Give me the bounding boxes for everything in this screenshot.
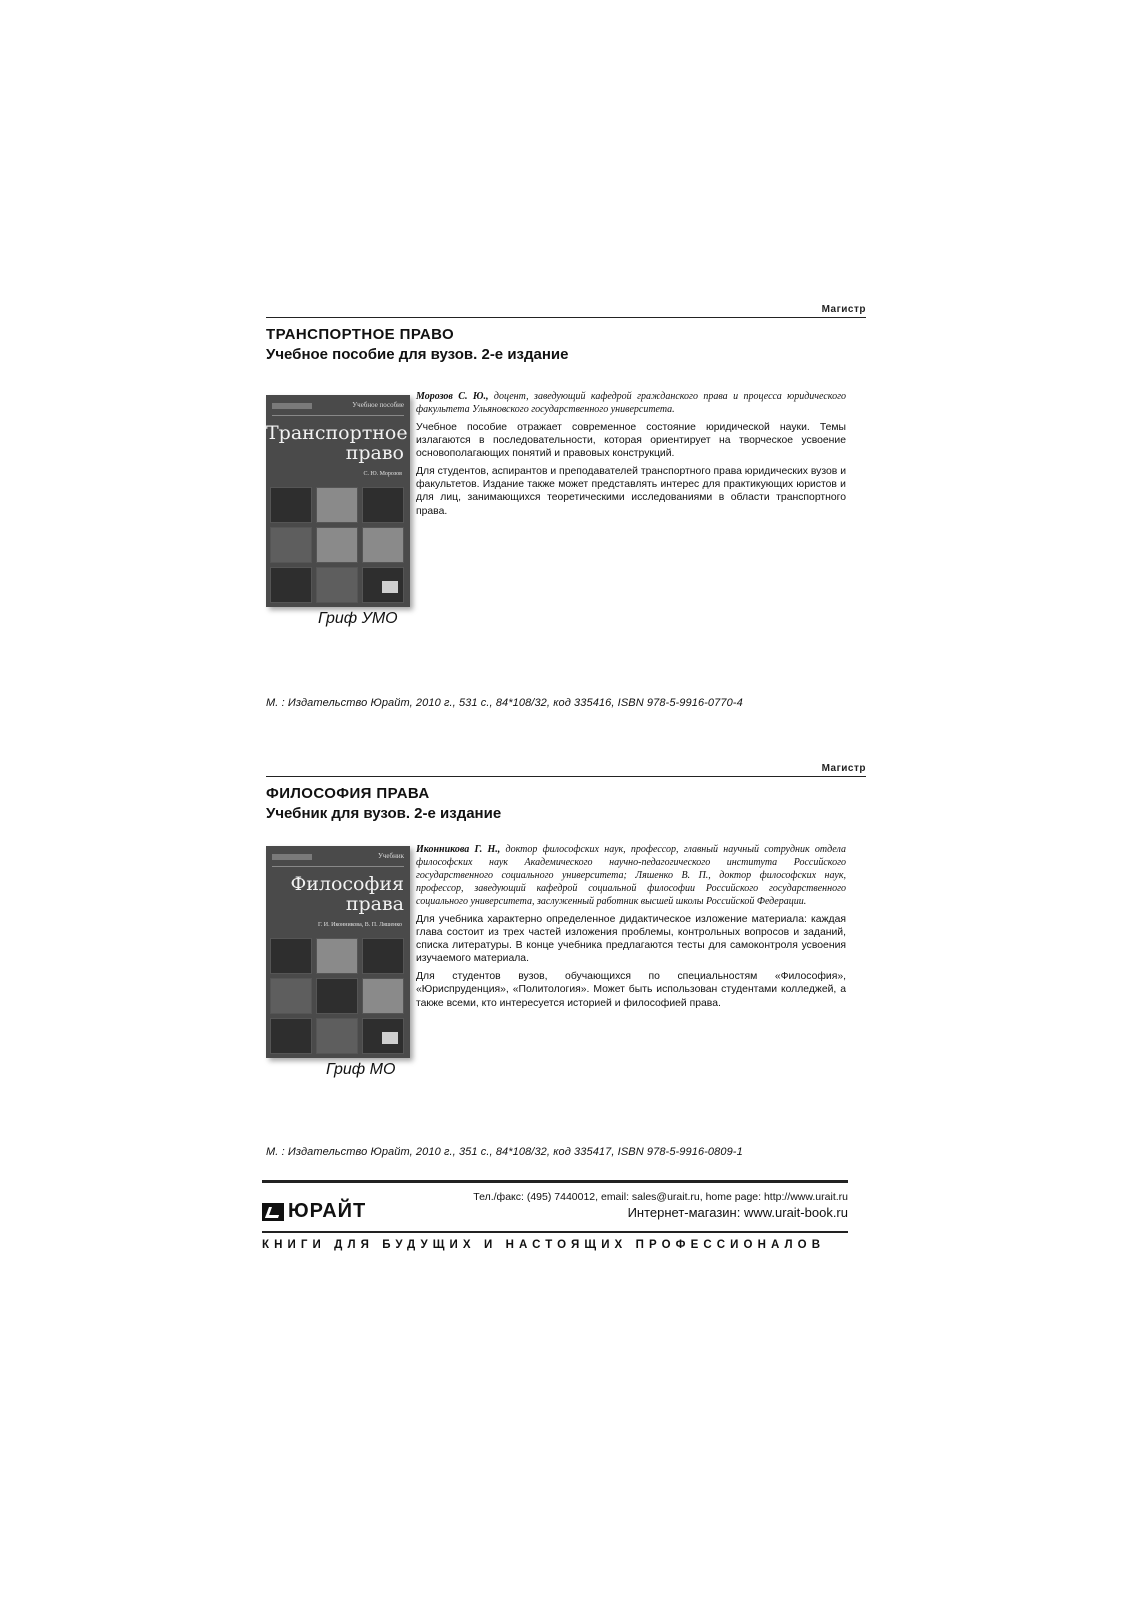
contact-line: Тел./факс: (495) 7440012, email: sales@urait.ru, home page: http://www.urait.ru <box>473 1191 848 1203</box>
book-authors <box>416 843 846 908</box>
cover-series-mark <box>272 403 312 409</box>
urait-logo-icon <box>262 1203 284 1221</box>
book-entry-philosophy-of-law <box>266 763 866 1158</box>
cover-top-bar <box>272 401 404 416</box>
author-info: доктор философских наук, профессор, главный научный сотрудник отдела философских наук Академического научно-педагогического института Российского государственного социального университета; Ляшенко В. П., доктор философских наук, профессор, заведующий кафедрой социальной философии Российского государственного социального университета, заслуженный работник высшей школы Российской Федерации. <box>416 844 846 907</box>
publisher-contacts <box>473 1189 848 1221</box>
book-cover-image <box>266 395 410 607</box>
cover-title: Транспортное право <box>266 422 408 464</box>
grif-label: Гриф УМО <box>318 610 398 627</box>
cover-title: Философия права <box>290 873 404 915</box>
author-name: Иконникова Г. Н., <box>416 844 501 855</box>
footer-rule-bottom <box>262 1231 848 1233</box>
series-label: Магистр <box>266 304 866 318</box>
author-name: Морозов С. Ю., <box>416 391 489 402</box>
book-cover-image <box>266 846 410 1058</box>
cover-badge: Учебник <box>377 852 404 860</box>
publisher-slogan: КНИГИ ДЛЯ БУДУЩИХ И НАСТОЯЩИХ ПРОФЕССИОНАЛОВ <box>262 1239 826 1251</box>
book-description <box>416 843 846 1015</box>
cover-author: Г. И. Иконникова, В. П. Ляшенко <box>318 922 402 928</box>
imprint-line: М. : Издательство Юрайт, 2010 г., 531 с., 84*108/32, код 335416, ISBN 978-5-9916-0770-4 <box>266 697 743 709</box>
publisher-footer <box>262 1180 848 1251</box>
imprint-line: М. : Издательство Юрайт, 2010 г., 351 с., 84*108/32, код 335417, ISBN 978-5-9916-0809-1 <box>266 1146 743 1158</box>
book-description <box>416 390 846 523</box>
book-title: ФИЛОСОФИЯ ПРАВА <box>266 785 430 802</box>
cover-publisher-logo <box>382 581 398 593</box>
publisher-name: ЮРАЙТ <box>288 1200 367 1222</box>
online-shop-line: Интернет-магазин: www.urait-book.ru <box>627 1205 848 1220</box>
author-info: доцент, заведующий кафедрой гражданского права и процесса юридического факультета Ульяновского государственного университета. <box>416 391 847 415</box>
cover-series-mark <box>272 854 312 860</box>
cover-badge: Учебное пособие <box>352 401 404 409</box>
series-label: Магистр <box>266 763 866 777</box>
book-subtitle: Учебник для вузов. 2-е издание <box>266 805 502 822</box>
book-authors <box>416 390 846 416</box>
description-paragraph: Для студентов, аспирантов и преподавателей транспортного права юридических вузов и факультетов. Издание также может представлять интерес для практикующих юристов и для лиц, занимающихся теоретическими исследованиями в области транспортного права. <box>416 466 846 517</box>
book-title: ТРАНСПОРТНОЕ ПРАВО <box>266 326 455 343</box>
cover-top-bar <box>272 852 404 867</box>
cover-author: С. Ю. Морозов <box>363 471 402 477</box>
publisher-logo <box>262 1200 366 1223</box>
description-paragraph: Для студентов вузов, обучающихся по специальностям «Философия», «Юриспруденция», «Политология». Может быть использован студентами колледжей, а также всеми, кто интересуется историей и философией права. <box>416 971 846 1009</box>
book-subtitle: Учебное пособие для вузов. 2-е издание <box>266 346 569 363</box>
grif-label: Гриф МО <box>326 1061 396 1078</box>
description-paragraph: Для учебника характерно определенное дидактическое изложение материала: каждая глава состоит из трех частей изложения проблемы, контрольных вопросов и заданий, списка литературы. В конце учебника предлагаются тесты для самоконтроля усвоения изучаемого материала. <box>416 914 846 965</box>
cover-publisher-logo <box>382 1032 398 1044</box>
book-entry-transport-law <box>266 304 866 709</box>
description-paragraph: Учебное пособие отражает современное состояние юридической науки. Темы излагаются в последовательности, которая ориентирует на творческое усвоение основополагающих понятий и правовых конструкций. <box>416 422 846 460</box>
